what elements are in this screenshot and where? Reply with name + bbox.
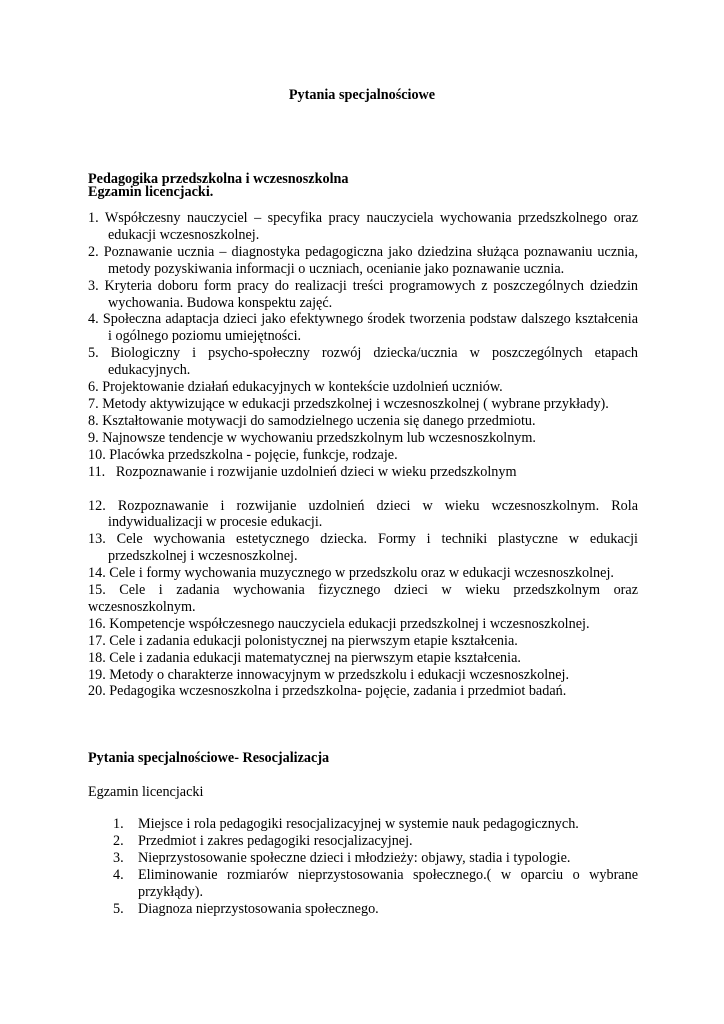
list-item: 13. Cele wychowania estetycznego dziecka. Formy i techniki plastyczne w edukacji przedszkolnej i wczesnoszkolnej. [88,531,638,565]
list-item: 12. Rozpoznawanie i rozwijanie uzdolnień dzieci w wieku wczesnoszkolnym. Rola indywidualizacji w procesie edukacji. [88,497,638,531]
list-item [88,901,638,918]
section1-heading-line1: Pedagogika przedszkolna i wczesnoszkolna [88,171,349,187]
list-item-number: 2. [113,832,124,849]
list-item: 6. Projektowanie działań edukacyjnych w kontekście uzdolnień uczniów. [88,379,503,396]
list-item: 19. Metody o charakterze innowacyjnym w przedszkolu i edukacji wczesnoszkolnej. [88,666,570,683]
list-item: 18. Cele i zadania edukacji matematycznej na pierwszym etapie kształcenia. [88,649,521,666]
section2-subheading: Egzamin licencjacki [88,784,204,800]
section2-heading: Pytania specjalnościowe- Resocjalizacja [88,750,330,766]
list-item-number: 5. [113,900,124,917]
section2-question-list [88,816,638,917]
list-item: 1. Współczesny nauczyciel – specyfika pracy nauczyciela wychowania przedszkolnego oraz edukacji wczesnoszkolnej. [88,210,638,243]
list-item-text: Przedmiot i zakres pedagogiki resocjalizacyjnej. [138,832,413,849]
page-title: Pytania specjalnościowe [288,87,436,103]
list-item-text: Nieprzystosowanie społeczne dzieci i młodzieży: objawy, stadia i typologie. [138,849,571,866]
list-item-text: Diagnoza nieprzystosowania społecznego. [138,900,379,917]
list-item: 11. Rozpoznawanie i rozwijanie uzdolnień dzieci w wieku przedszkolnym [88,463,517,480]
list-item: 9. Najnowsze tendencje w wychowaniu przedszkolnym lub wczesnoszkolnym. [88,429,536,446]
list-item: 2. Poznawanie ucznia – diagnostyka pedagogiczna jako dziedzina służąca poznawaniu ucznia, metody pozyskiwania informacji o uczniach, ocenianie jako poznawanie ucznia. [88,243,638,277]
list-item: 8. Kształtowanie motywacji do samodzielnego uczenia się danego przedmiotu. [88,412,536,429]
list-item-number: 3. [113,849,124,866]
list-item [88,867,638,901]
list-item: 16. Kompetencje współczesnego nauczyciela edukacji przedszkolnej i wczesnoszkolnej. [88,615,590,632]
list-item: 3. Kryteria doboru form pracy do realizacji treści programowych z poszczególnych dziedzin wychowania. Budowa konspektu zajęć. [88,277,638,311]
list-item: 7. Metody aktywizujące w edukacji przedszkolnej i wczesnoszkolnej ( wybrane przykłady). [88,395,609,412]
list-item-number: 4. [113,866,124,883]
list-item-text: Miejsce i rola pedagogiki resocjalizacyjnej w systemie nauk pedagogicznych. [138,816,579,832]
list-item: 10. Placówka przedszkolna - pojęcie, funkcje, rodzaje. [88,446,398,463]
list-item: 4. Społeczna adaptacja dzieci jako efektywnego środek tworzenia podstaw dalszego kształcenia i ogólnego poziomu umiejętności. [88,311,638,345]
list-item-number: 1. [113,816,124,832]
list-item [88,850,638,867]
list-item-text: Eliminowanie rozmiarów nieprzystosowania społecznego.( w oparciu o wybrane przykłądy). [138,866,638,900]
list-item: 14. Cele i formy wychowania muzycznego w przedszkolu oraz w edukacji wczesnoszkolnej. [88,565,614,582]
list-gap [88,481,638,498]
section1-heading-line2: Egzamin licencjacki. [88,184,214,200]
section1-question-list [88,210,638,700]
list-item [88,833,638,850]
list-item: 20. Pedagogika wczesnoszkolna i przedszkolna- pojęcie, zadania i przedmiot badań. [88,683,567,700]
list-item: 17. Cele i zadania edukacji polonistycznej na pierwszym etapie kształcenia. [88,632,518,649]
list-item: 15. Cele i zadania wychowania fizycznego dzieci w wieku przedszkolnym oraz wczesnoszkolnym. [88,582,638,615]
list-item [88,816,638,833]
list-item: 5. Biologiczny i psycho-społeczny rozwój dziecka/ucznia w poszczególnych etapach edukacyjnych. [88,345,638,379]
